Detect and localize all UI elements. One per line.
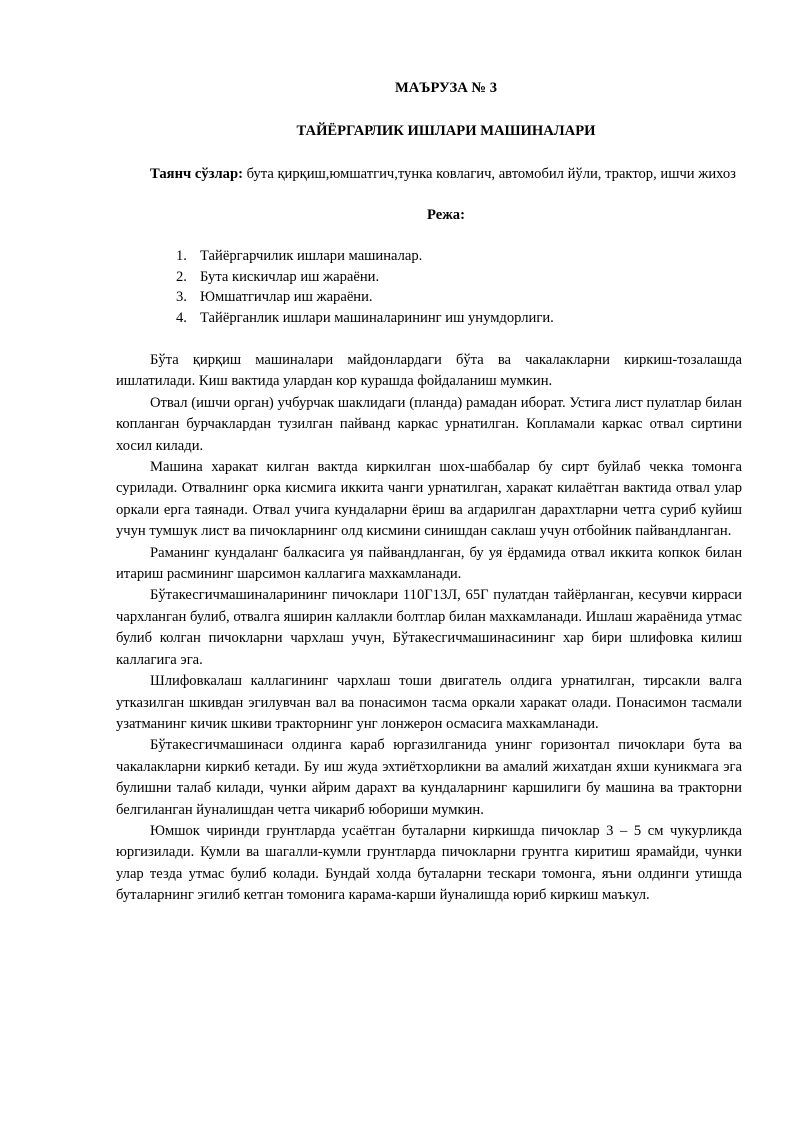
body-paragraph: Отвал (ишчи орган) учбурчак шаклидаги (планда) рамадан иборат. Устига лист пулатлар билан копланган бурчаклардан тузилган пайванд каркас урнатилган. Копламали каркас отвал сиртини хосил килади. [116, 394, 742, 454]
body-paragraph: Шлифовкалаш каллагининг чархлаш тоши двигатель олдига урнатилган, тирсакли валга утказилган шкивдан эгилувчан вал ва понасимон тасма оркали харакат олади. Понасимон тасмали узатманинг кичик шкиви тракторнинг унг лонжерон осмасига махкамланади. [116, 673, 742, 732]
plan-item [176, 246, 742, 267]
keywords-label: Таянч сўзлар: [150, 166, 243, 182]
body-paragraph: Машина харакат килган вактда киркилган шох-шаббалар бу сирт буйлаб чекка томонга сурилади. Отвалнинг орка кисмига иккита чанги урнатилган, харакат килаётган вактида отвал улар оркали ерга таянади. Отвал учига кундаларни ёриш ва агдарилган дарахтларни четга суриб куйиш учун тумшук лист ва пичокларнинг олд кисмини синишдан саклаш учун отбойник пайвандланган. [116, 459, 742, 540]
keywords-text: бута қирқиш,юмшатгич,тунка ковлагич, автомобил йўли, трактор, ишчи жихоз [242, 166, 736, 182]
plan-item-number: 4. [176, 309, 187, 326]
lecture-label: МАЪРУЗА № 3 [394, 80, 498, 96]
page-content [116, 78, 742, 907]
plan-item-text: Тайёрганлик ишлари машиналарининг иш унумдорлиги. [200, 309, 554, 326]
body-paragraph: Бўтакесгичмашиналарининг пичоклари 110Г13Л, 65Г пулатдан тайёрланган, кесувчи кирраси чархланган булиб, отвалга яширин каллакли болтлар билан махкамланади. Ишлаш жараёнида утмас булиб колган пичокларни чархлаш учун, Бўтакесгичмашинасининг хар бири шлифовка килиш каллагига эга. [116, 587, 742, 668]
plan-item-text: Тайёргарчилик ишлари машиналар. [200, 248, 423, 264]
plan-item-number: 3. [176, 289, 187, 305]
plan-item [176, 267, 742, 288]
keywords-line [116, 164, 742, 185]
body-paragraph: Бўта қирқиш машиналари майдонлардаги бўта ва чакалакларни киркиш-тозалашда ишлатилади. Киш вактида улардан кор курашда фойдаланиш мумкин. [116, 352, 742, 390]
plan-list [116, 246, 742, 328]
plan-item [176, 287, 742, 308]
plan-item-number: 1. [176, 248, 187, 264]
plan-item-text: Юмшатгичлар иш жараёни. [200, 289, 373, 305]
body-paragraph: Юмшок чиринди грунтларда усаётган буталарни киркишда пичоклар 3 – 5 см чукурликда юргизилади. Кумли ва шагалли-кумли грунтларда пичокларни грунтга киритиш ярамайди, чунки улар тезда утмас булиб колади. Бундай холда буталарни тескари томонга, яъни олдинги утишда буталарнинг эгилиб кетган томонига карама-карши йуналишда юриб киркиш маъкул. [116, 822, 742, 904]
plan-item-text: Бута кискичлар иш жараёни. [200, 268, 380, 285]
plan-title: Режа: [427, 207, 465, 223]
document-title: ТАЙЁРГАРЛИК ИШЛАРИ МАШИНАЛАРИ [296, 123, 596, 139]
body-paragraph: Раманинг кундаланг балкасига уя пайвандланган, бу уя ёрдамида отвал иккита копкок билан итариш расмининг шарсимон каллагига махкамланади. [116, 544, 742, 583]
plan-item-number: 2. [176, 268, 187, 285]
body-text [116, 350, 742, 907]
plan-item [176, 308, 742, 329]
body-paragraph: Бўтакесгичмашинаси олдинга караб юргазилганида унинг горизонтал пичоклари бута ва чакалакларни киркиб кетади. Бу иш жуда эхтиётхорликни ва амалий жихатдан яхши куникмага эга булишни талаб килади, чунки айрим дарахт ва кундаларнинг каршилиги бу машина ва тракторни белгиланган йуналишдан четга чикариб юбориши мумкин. [116, 737, 742, 818]
